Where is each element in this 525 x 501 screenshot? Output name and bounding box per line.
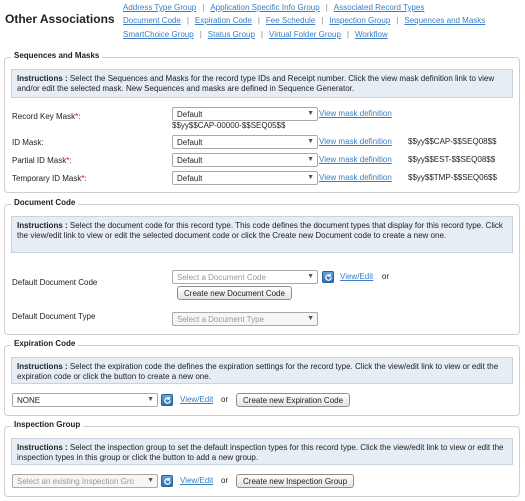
nav-link-associated-record-types[interactable]: Associated Record Types bbox=[333, 3, 425, 12]
nav-link-sequences-masks[interactable]: Sequences and Masks bbox=[404, 16, 486, 25]
temporary-id-mask-label: Temporary ID Mask*: bbox=[12, 174, 87, 183]
section-legend: Expiration Code bbox=[11, 339, 78, 348]
instructions-box bbox=[11, 69, 513, 98]
chevron-down-icon: ▼ bbox=[307, 174, 314, 181]
nav-link-inspection-group[interactable]: Inspection Group bbox=[329, 16, 391, 25]
view-mask-definition-link[interactable]: View mask definition bbox=[319, 109, 392, 118]
refresh-icon[interactable] bbox=[161, 475, 173, 487]
create-new-inspection-group-button[interactable]: Create new Inspection Group bbox=[236, 474, 354, 488]
nav-separator: | bbox=[202, 3, 205, 12]
instructions-label: Instructions : bbox=[17, 74, 68, 83]
chevron-down-icon: ▼ bbox=[307, 110, 314, 117]
nav-link-asi-group[interactable]: Application Specific Info Group bbox=[210, 3, 320, 12]
nav-link-expiration-code[interactable]: Expiration Code bbox=[194, 16, 252, 25]
instructions-text: Select the document code for this record type. This code defines the document types that display for this record type. Click the view/edit link to view or edit the selected document code or click the Create new Document code to create a new one. bbox=[17, 221, 503, 240]
nav-link-virtual-folder-group[interactable]: Virtual Folder Group bbox=[269, 30, 341, 39]
page-title: Other Associations bbox=[5, 12, 115, 26]
instructions-label: Instructions : bbox=[17, 362, 68, 371]
inspection-group-section bbox=[4, 420, 520, 497]
nav-separator: | bbox=[396, 16, 399, 25]
id-mask-value: $$yy$$CAP-$$SEQ08$$ bbox=[408, 137, 497, 146]
expiration-code-section bbox=[4, 339, 520, 416]
default-document-type-label: Default Document Type bbox=[12, 312, 96, 321]
document-type-select[interactable]: Select a Document Type ▼ bbox=[172, 312, 318, 326]
expiration-code-select[interactable]: NONE ▼ bbox=[12, 393, 158, 407]
create-new-document-code-button[interactable]: Create new Document Code bbox=[177, 286, 292, 300]
instructions-label: Instructions : bbox=[17, 221, 68, 230]
id-mask-label: ID Mask: bbox=[12, 138, 44, 147]
chevron-down-icon: ▼ bbox=[307, 138, 314, 145]
or-text: or bbox=[221, 395, 229, 404]
nav-link-fee-schedule[interactable]: Fee Schedule bbox=[265, 16, 316, 25]
refresh-icon[interactable] bbox=[161, 394, 173, 406]
document-code-section bbox=[4, 198, 520, 335]
nav-link-status-group[interactable]: Status Group bbox=[207, 30, 255, 39]
refresh-icon[interactable] bbox=[322, 271, 334, 283]
instructions-text: Select the expiration code the defines the expiration settings for the record type. Click the view/edit link to view or edit the expiration code or click the button to create a new one. bbox=[17, 362, 499, 381]
nav-separator: | bbox=[199, 30, 202, 39]
partial-id-mask-label: Partial ID Mask*: bbox=[12, 156, 72, 165]
view-mask-definition-link[interactable]: View mask definition bbox=[319, 155, 392, 164]
nav-row-3 bbox=[123, 30, 388, 42]
chevron-down-icon: ▼ bbox=[307, 156, 314, 163]
nav-link-smartchoice-group[interactable]: SmartChoice Group bbox=[123, 30, 194, 39]
view-mask-definition-link[interactable]: View mask definition bbox=[319, 173, 392, 182]
chevron-down-icon: ▼ bbox=[147, 396, 154, 403]
nav-separator: | bbox=[257, 16, 260, 25]
temporary-id-mask-select[interactable]: Default ▼ bbox=[172, 171, 318, 185]
section-legend: Inspection Group bbox=[11, 420, 83, 429]
nav-row-2 bbox=[123, 16, 485, 28]
instructions-text: Select the inspection group to set the default inspection types for this record type. Click the view/edit link to view or edit the inspection types in this group or click the button to add a new group. bbox=[17, 443, 504, 462]
nav-separator: | bbox=[325, 3, 328, 12]
instructions-box bbox=[11, 216, 513, 253]
create-new-expiration-code-button[interactable]: Create new Expiration Code bbox=[236, 393, 350, 407]
or-text: or bbox=[221, 476, 229, 485]
instructions-text: Select the Sequences and Masks for the record type IDs and Receipt number. Click the view mask definition link to view and/or edit the selected mask. New Sequences and masks are defined in Sequence Generator. bbox=[17, 74, 495, 93]
instructions-box bbox=[11, 357, 513, 384]
instructions-box bbox=[11, 438, 513, 465]
partial-id-mask-select[interactable]: Default ▼ bbox=[172, 153, 318, 167]
nav-separator: | bbox=[186, 16, 189, 25]
section-legend: Sequences and Masks bbox=[11, 51, 102, 60]
section-legend: Document Code bbox=[11, 198, 78, 207]
nav-separator: | bbox=[321, 16, 324, 25]
partial-id-mask-value: $$yy$$EST-$$SEQ08$$ bbox=[408, 155, 496, 164]
chevron-down-icon: ▼ bbox=[307, 273, 314, 280]
view-mask-definition-link[interactable]: View mask definition bbox=[319, 137, 392, 146]
instructions-label: Instructions : bbox=[17, 443, 68, 452]
sequences-masks-section bbox=[4, 51, 520, 193]
default-document-code-label: Default Document Code bbox=[12, 278, 98, 287]
nav-row-1 bbox=[123, 3, 424, 15]
nav-separator: | bbox=[346, 30, 349, 39]
document-code-select[interactable]: Select a Document Code ▼ bbox=[172, 270, 318, 284]
record-key-mask-label: Record Key Mask*: bbox=[12, 112, 81, 121]
temporary-id-mask-value: $$yy$$TMP-$$SEQ06$$ bbox=[408, 173, 497, 182]
nav-link-address-type-group[interactable]: Address Type Group bbox=[123, 3, 197, 12]
id-mask-select[interactable]: Default ▼ bbox=[172, 135, 318, 149]
view-edit-link[interactable]: View/Edit bbox=[180, 395, 214, 404]
view-edit-link[interactable]: View/Edit bbox=[340, 272, 374, 281]
nav-link-document-code[interactable]: Document Code bbox=[123, 16, 181, 25]
inspection-group-select[interactable]: Select an existing Inspection Gro ▼ bbox=[12, 474, 158, 488]
record-key-mask-value: $$yy$$CAP-00000-$$SEQ05$$ bbox=[172, 121, 286, 130]
chevron-down-icon: ▼ bbox=[147, 477, 154, 484]
header bbox=[0, 0, 525, 44]
or-text: or bbox=[382, 272, 390, 281]
view-edit-link[interactable]: View/Edit bbox=[180, 476, 214, 485]
chevron-down-icon: ▼ bbox=[307, 315, 314, 322]
nav-link-workflow[interactable]: Workflow bbox=[354, 30, 388, 39]
record-key-mask-select[interactable]: Default ▼ bbox=[172, 107, 318, 121]
nav-separator: | bbox=[260, 30, 263, 39]
